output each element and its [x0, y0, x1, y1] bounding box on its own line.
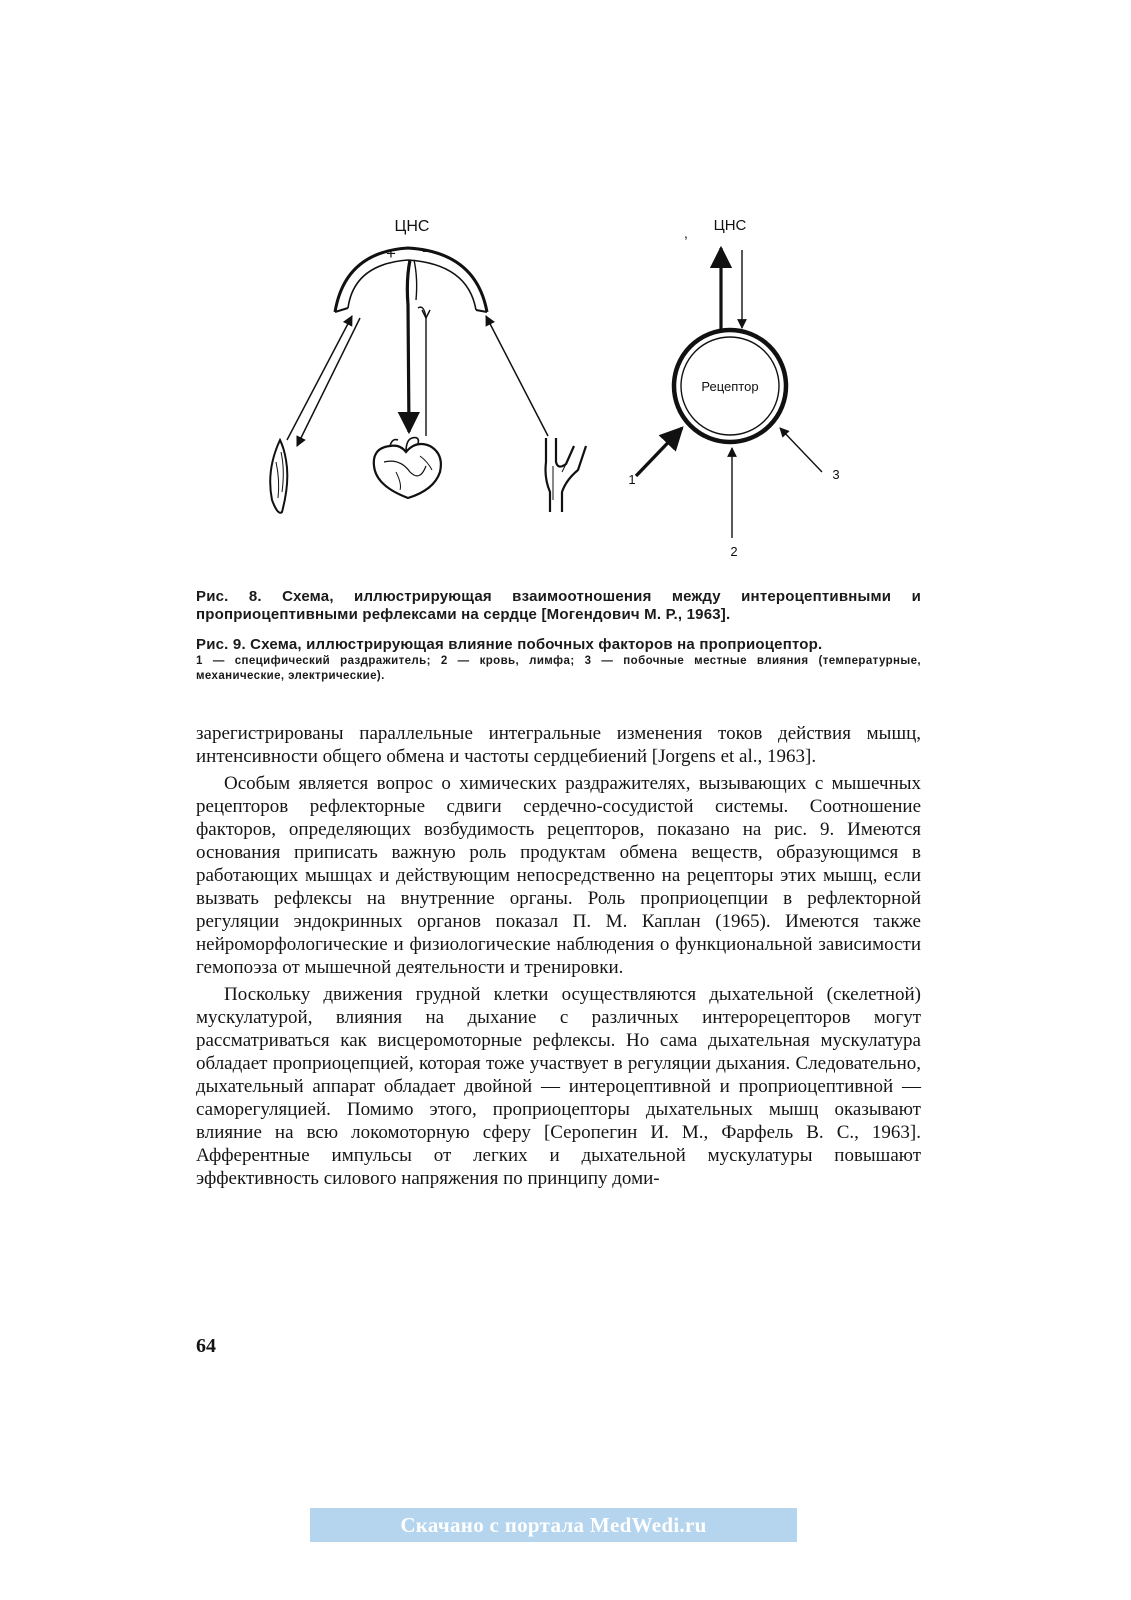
fig8-cns-label: ЦНС: [394, 218, 430, 235]
fig9-receptor-label: Рецептор: [701, 379, 759, 394]
fig8-efferent-to-heart: [407, 260, 410, 432]
fig8-cns-arc-inner: [348, 260, 476, 310]
fig8-minus-sign: −: [422, 242, 432, 261]
figure-8-diagram: [270, 218, 586, 513]
fig9-stray-mark: ,: [684, 225, 688, 241]
blood-vessel-icon: [546, 438, 587, 512]
fig9-factor-2-label: 2: [730, 544, 738, 559]
paragraph-1: зарегистрированы параллельные интегральные изменения токов действия мышц, интенсивности общего обмена и частоты сердцебиений [Jorgens et al., 1963].: [196, 723, 921, 767]
fig8-plus-sign: +: [386, 244, 396, 263]
fig9-cns-label: ЦНС: [713, 217, 747, 234]
fig8-afferent-from-heart: [418, 307, 426, 436]
fig9-factor-3-arrow: [780, 428, 822, 472]
figure-9-caption: Рис. 9. Схема, иллюстрирующая влияние побочных факторов на проприоцептор.: [196, 636, 823, 653]
figures-drawing: [250, 200, 900, 590]
figures-area: [250, 200, 900, 590]
muscle-icon: [270, 440, 287, 513]
fig9-factor-1-arrow: [636, 428, 682, 476]
fig8-proprio-afferent-left: [287, 316, 352, 440]
figure-captions: [196, 588, 921, 684]
figure-9-diagram: [628, 217, 839, 559]
fig8-split-line: [414, 260, 417, 300]
fig9-factor-3-label: 3: [832, 467, 840, 482]
paragraph-2: Особым является вопрос о химических раздражителях, вызывающих с мышечных рецепторов рефлекторные сдвиги сердечно-сосудистой системы. Соотношение факторов, определяющих возбудимость рецепторов, показано на рис. 9. Имеются основания приписать важную роль продуктам обмена веществ, образующимся в работающих мышцах и действующим непосредственно на рецепторы этих мышц, если вызвать рефлексы на внутренние органы. Роль проприоцепции в рефлекторной регуляции эндокринных органов показал П. М. Каплан (1965). Имеются также нейроморфологические и физиологические наблюдения о функциональной зависимости гемопоэза от мышечной деятельности и тренировки.: [196, 773, 921, 978]
heart-icon: [374, 438, 441, 498]
fig8-efferent-to-muscle: [297, 318, 360, 446]
fig8-cns-arc-outer: [335, 248, 487, 312]
fig8-afferent-from-vessel: [486, 316, 548, 436]
figure-8-caption: Рис. 8. Схема, иллюстрирующая взаимоотношения между интероцептивными и проприоцептивными рефлексами на сердце [Могендович М. Р., 1963].: [196, 588, 921, 623]
page-number: 64: [196, 1335, 216, 1357]
download-watermark[interactable]: Скачано с портала MedWedi.ru: [310, 1508, 797, 1542]
figure-9-legend: 1 — специфический раздражитель; 2 — кровь, лимфа; 3 — побочные местные влияния (температурные, механические, электрические).: [196, 655, 921, 682]
paragraph-3: Поскольку движения грудной клетки осуществляются дыхательной (скелетной) мускулатурой, влияния на дыхание с различных интерорецепторов могут рассматриваться как висцеромоторные рефлексы. Но сама дыхательная мускулатура обладает проприоцепцией, которая тоже участвует в регуляции дыхания. Следовательно, дыхательный аппарат обладает двойной — интероцептивной и проприоцептивной — саморегуляцией. Помимо этого, проприоцепторы дыхательных мышц оказывают влияние на всю локомоторную сферу [Серопегин И. М., Фарфель В. С., 1963]. Афферентные импульсы от легких и дыхательной мускулатуры повышают эффективность силового напряжения по принципу доми-: [196, 984, 921, 1189]
fig8-afferent-arrowhead: [422, 310, 430, 318]
fig9-factor-1-label: 1: [628, 472, 636, 487]
main-text: [196, 722, 921, 1190]
